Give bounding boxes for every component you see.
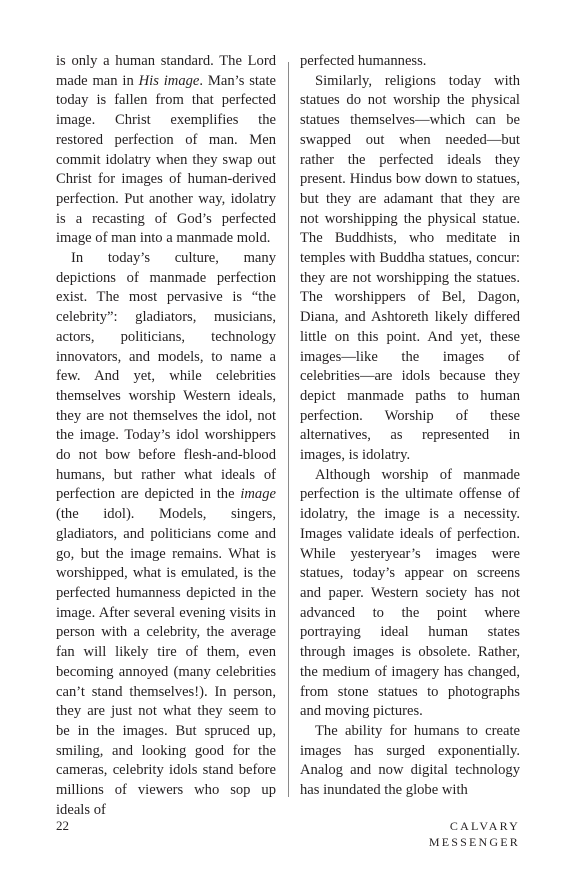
column-divider <box>288 62 289 797</box>
left-column <box>56 52 276 820</box>
text-run: (the idol). Models, singers, gladiators, and politicians come and go, but the image remains. What is worshipped, what is emulated, is the perfected humanness depicted in the image. After several evening visits in person with a celebrity, the average fan will likely tire of them, even becoming annoyed (many celebrities can’t stand themselves!). In person, they are just not what they seem to be in the images. But spruced up, smiling, and looking good for the cameras, celebrity idols stand before millions of viewers who sop up ideals of <box>56 506 276 818</box>
paragraph: Similarly, religions today with statues do not worship the physical statues themselves—which can be swapped out when needed—but rather the perfected ideals they present. Hindus bow down to statues, but they are adamant that they are not worshipping the physical statue. The Buddhists, who meditate in temples with Buddha statues, concur: they are not worshipping the statues. The worshippers of Bel, Dagon, Diana, and Ashtoreth likely differed little on this point. And yet, these images—like the images of celebrities—are idols because they depict manmade paths to human perfection. Worship of these alternatives, as represented in images, is idolatry. <box>300 72 520 464</box>
page-number: 22 <box>56 818 69 833</box>
publication-name: CALVARY MESSENGER <box>428 819 520 849</box>
emphasis-text: image <box>240 486 276 503</box>
paragraph <box>56 249 276 820</box>
right-column <box>300 52 520 801</box>
paragraph: Although worship of manmade perfection is the ultimate offense of idolatry, the image is a necessity. Images validate ideals of perfection. While yesteryear’s images were statues, today’s appear on screens and paper. Western society has not advanced to the point where portraying ideal human states through images is obsolete. Rather, the medium of imagery has changed, from stone statues to photographs and moving pictures. <box>300 466 520 720</box>
text-run: . Man’s state today is fallen from that perfected image. Christ exemplifies the restored perfection of man. Men commit idolatry when they swap out Christ for images of human-derived perfection. Put another way, idolatry is a recasting of God’s perfected image of man into a manmade mold. <box>56 72 276 247</box>
text-run: is only a human standard. The Lord made man in <box>56 53 276 89</box>
emphasis-text: His image <box>138 72 200 89</box>
paragraph: The ability for humans to create images has surged exponentially. Analog and now digital technology has inundated the globe with <box>300 722 520 799</box>
text-run: In today’s culture, many depictions of manmade perfection exist. The most pervasive is “the celebrity”: gladiators, musicians, actors, politicians, technology innovators, and models, to name a few. And yet, while celebrities themselves worship Western ideals, they are not themselves the idol, not the image. Today’s idol worshippers do not bow before flesh-and-blood humans, but rather what ideals of perfection are depicted in the <box>56 250 276 503</box>
paragraph-continued <box>56 52 276 249</box>
paragraph-continued: perfected humanness. <box>300 53 427 69</box>
